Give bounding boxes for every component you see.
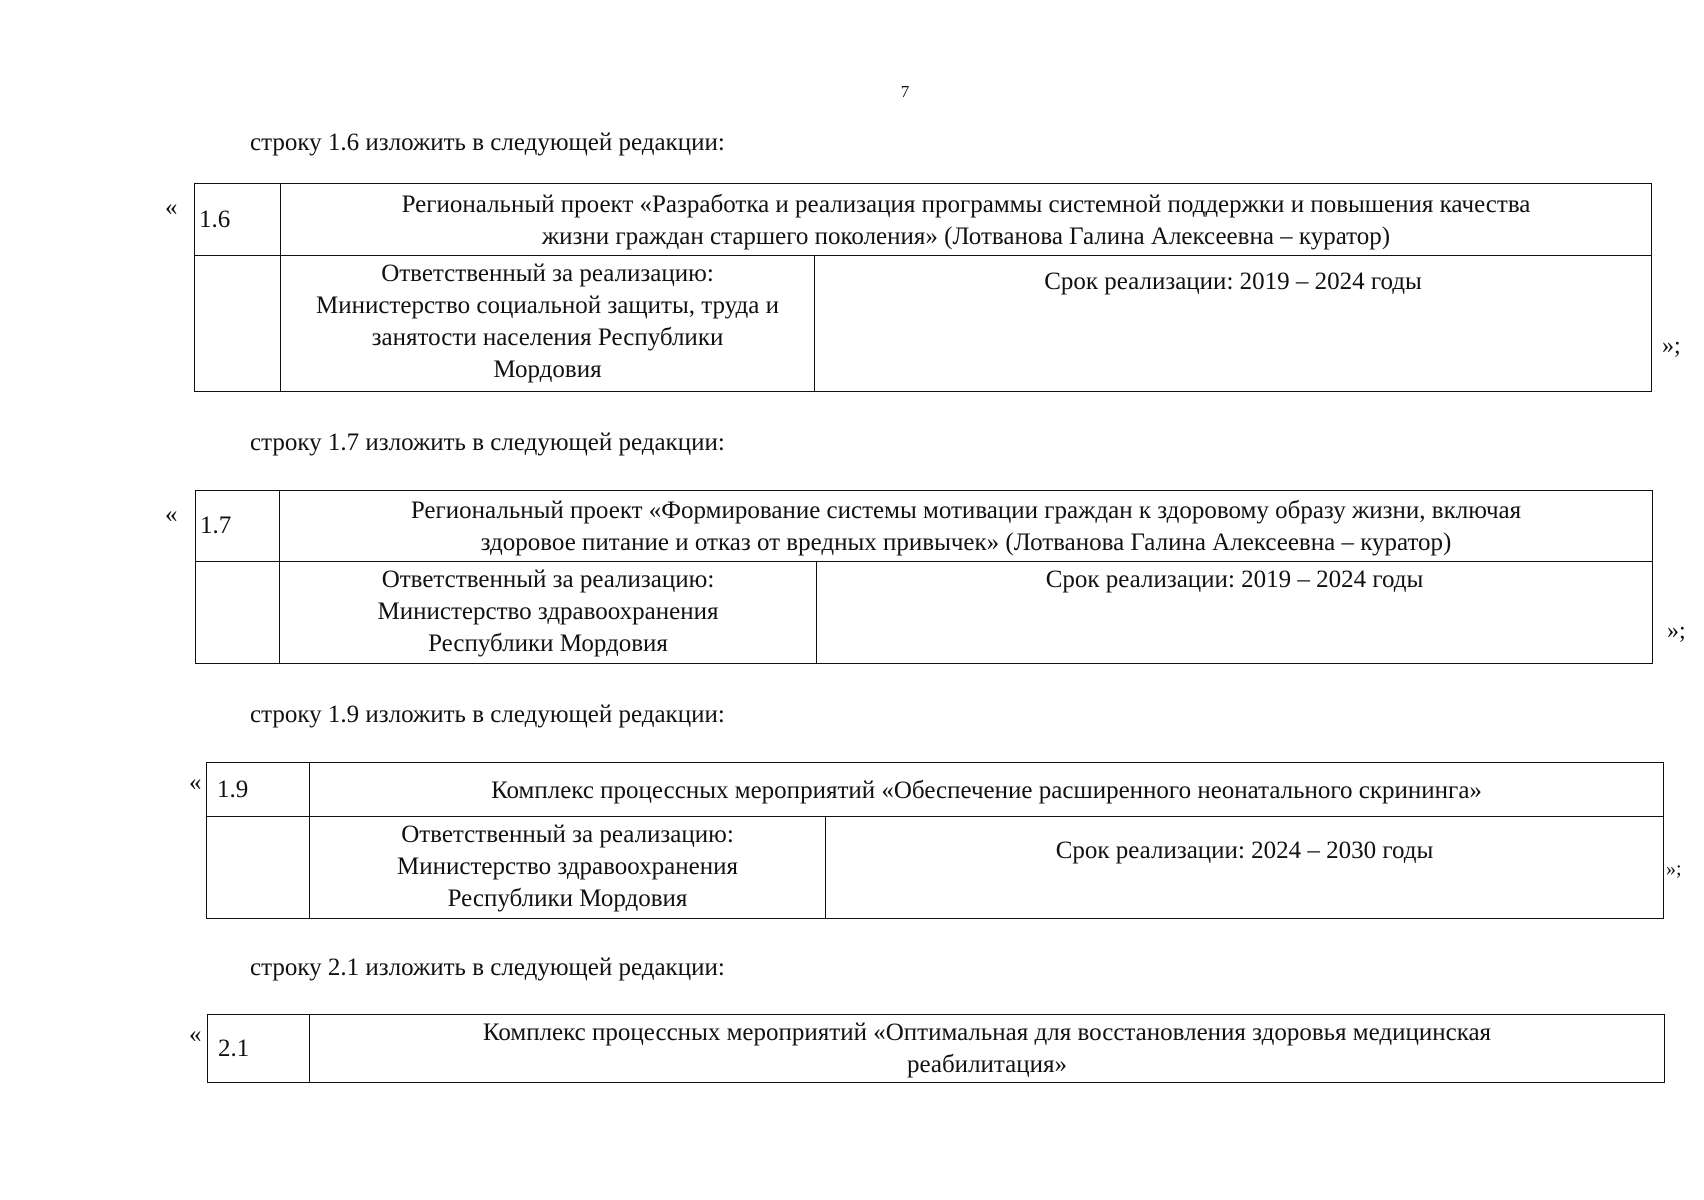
opening-quote-2-1: « <box>189 1021 202 1048</box>
empty-cell <box>207 817 310 919</box>
closing-quote-1-6: »; <box>1662 333 1681 359</box>
project-title-line: Комплекс процессных мероприятий «Обеспечение расширенного неонатального скрининга» <box>491 776 1482 804</box>
responsible-body: Республики Мордовия <box>447 885 688 912</box>
empty-cell <box>195 256 281 392</box>
responsible-body: Министерство здравоохранения <box>397 853 738 880</box>
term-text: Срок реализации: 2019 – 2024 годы <box>1045 566 1424 593</box>
responsible-cell <box>280 562 817 664</box>
responsible-body: Министерство социальной защиты, труда и <box>315 292 780 319</box>
term-cell <box>815 256 1652 392</box>
table-row-1-7 <box>195 490 1653 664</box>
project-title-line: здоровое питание и отказ от вредных привычек» (Лотванова Галина Алексеевна – куратор) <box>480 529 1452 556</box>
table-row-2-1 <box>207 1014 1665 1083</box>
responsible-cell <box>281 256 815 392</box>
intro-row-1-7: строку 1.7 изложить в следующей редакции: <box>250 429 725 456</box>
project-title-line: жизни граждан старшего поколения» (Лотванова Галина Алексеевна – куратор) <box>541 222 1391 250</box>
closing-quote-1-7: »; <box>1667 618 1686 644</box>
table-row-1-9 <box>206 762 1664 919</box>
row-number: 1.7 <box>196 491 280 562</box>
row-number: 2.1 <box>208 1015 310 1083</box>
project-title <box>310 1015 1665 1083</box>
page-number: 7 <box>900 82 910 101</box>
term-cell <box>817 562 1653 664</box>
responsible-body: Мордовия <box>493 356 602 383</box>
project-title-line: Региональный проект «Разработка и реализация программы системной поддержки и повышения качества <box>401 190 1531 218</box>
project-title <box>280 491 1653 562</box>
opening-quote-1-6: « <box>165 194 178 221</box>
empty-cell <box>196 562 280 664</box>
project-title-line: Региональный проект «Формирование системы мотивации граждан к здоровому образу жизни, включая <box>410 497 1522 524</box>
project-title-line: Комплекс процессных мероприятий «Оптимальная для восстановления здоровья медицинская <box>482 1018 1492 1046</box>
opening-quote-1-7: « <box>165 501 178 528</box>
table-row-1-6 <box>194 183 1652 392</box>
term-cell <box>826 817 1664 919</box>
responsible-body: занятости населения Республики <box>371 324 724 351</box>
term-text: Срок реализации: 2019 – 2024 годы <box>1044 268 1422 295</box>
responsible-label: Ответственный за реализацию: <box>381 260 714 287</box>
intro-row-1-6: строку 1.6 изложить в следующей редакции: <box>250 129 725 156</box>
responsible-label: Ответственный за реализацию: <box>401 821 734 848</box>
project-title <box>310 763 1664 817</box>
term-text: Срок реализации: 2024 – 2030 годы <box>1055 837 1434 864</box>
row-number: 1.9 <box>207 763 310 817</box>
closing-quote-1-9: »; <box>1666 858 1682 880</box>
responsible-body: Республики Мордовия <box>428 630 668 657</box>
responsible-cell <box>310 817 826 919</box>
opening-quote-1-9: « <box>189 769 202 796</box>
intro-row-2-1: строку 2.1 изложить в следующей редакции: <box>250 954 725 981</box>
responsible-body: Министерство здравоохранения <box>377 598 719 625</box>
row-number: 1.6 <box>195 184 281 256</box>
responsible-label: Ответственный за реализацию: <box>381 566 715 593</box>
intro-row-1-9: строку 1.9 изложить в следующей редакции: <box>250 701 725 728</box>
project-title-line: реабилитация» <box>906 1050 1068 1078</box>
project-title <box>281 184 1652 256</box>
